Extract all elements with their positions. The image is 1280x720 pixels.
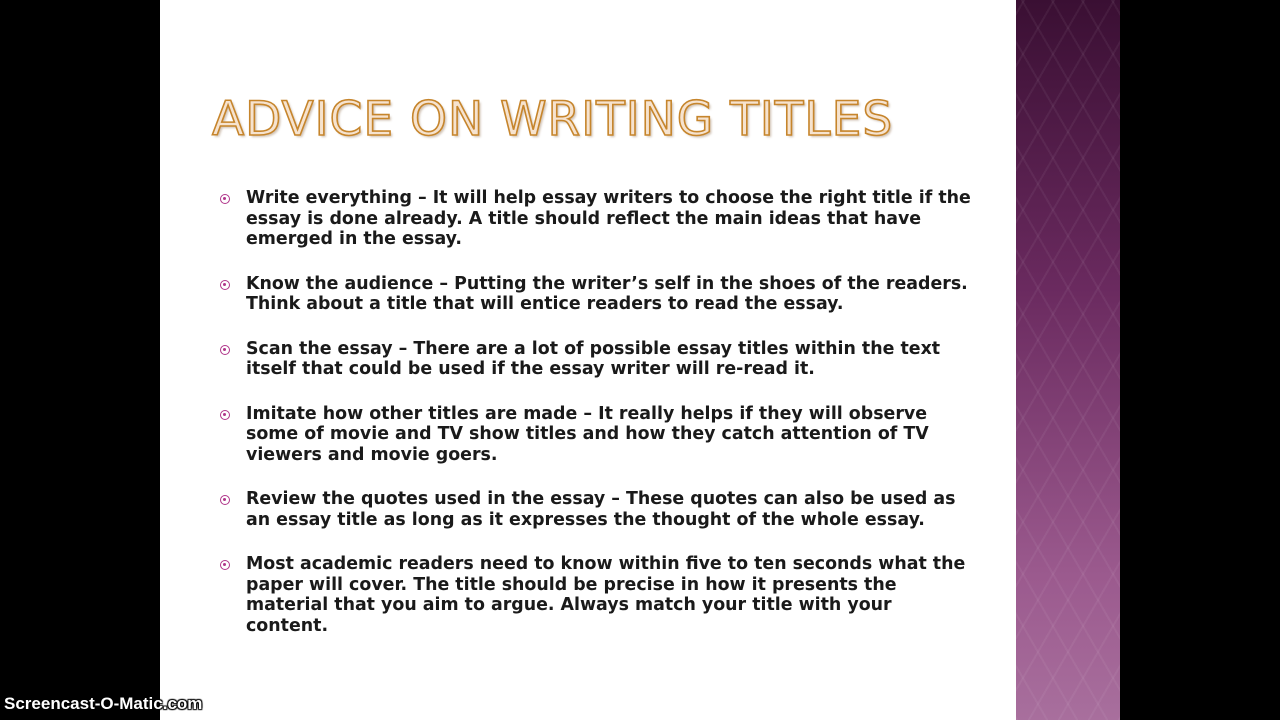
- decorative-side-panel: [1016, 0, 1120, 720]
- bullet-icon: [220, 495, 230, 505]
- presentation-slide: [160, 0, 1120, 720]
- slide-title: ADVICE ON WRITING TITLES: [212, 92, 894, 147]
- bullet-text: Know the audience – Putting the writer’s self in the shoes of the readers. Think about a title that will entice readers to read the essay.: [246, 273, 968, 314]
- bullet-icon: [220, 280, 230, 290]
- bullet-icon: [220, 194, 230, 204]
- bullet-item-imitate-titles: [216, 404, 976, 466]
- bullet-text: Write everything – It will help essay writers to choose the right title if the essay is done already. A title should reflect the main ideas that have emerged in the essay.: [246, 188, 971, 249]
- bullet-icon: [220, 410, 230, 420]
- bullet-icon: [220, 345, 230, 355]
- bullet-text: Most academic readers need to know within five to ten seconds what the paper will cover. The title should be precise in how it presents the material that you aim to argue. Always match your title with your content.: [246, 554, 966, 636]
- bullet-item-know-audience: [216, 274, 976, 315]
- bullet-list: [216, 188, 976, 660]
- bullet-text: Scan the essay – There are a lot of possible essay titles within the text itself that could be used if the essay writer will re-read it.: [246, 338, 941, 379]
- bullet-text: Review the quotes used in the essay – These quotes can also be used as an essay title as long as it expresses the thought of the whole essay.: [246, 489, 956, 530]
- bullet-text: Imitate how other titles are made – It really helps if they will observe some of movie and TV show titles and how they catch attention of TV viewers and movie goers.: [246, 403, 929, 465]
- bullet-item-scan-essay: [216, 339, 976, 380]
- screencast-watermark: Screencast-O-Matic.com: [4, 694, 203, 713]
- bullet-item-academic-readers: [216, 554, 976, 636]
- bullet-item-write-everything: [216, 188, 976, 250]
- bullet-item-review-quotes: [216, 489, 976, 530]
- bullet-icon: [220, 560, 230, 570]
